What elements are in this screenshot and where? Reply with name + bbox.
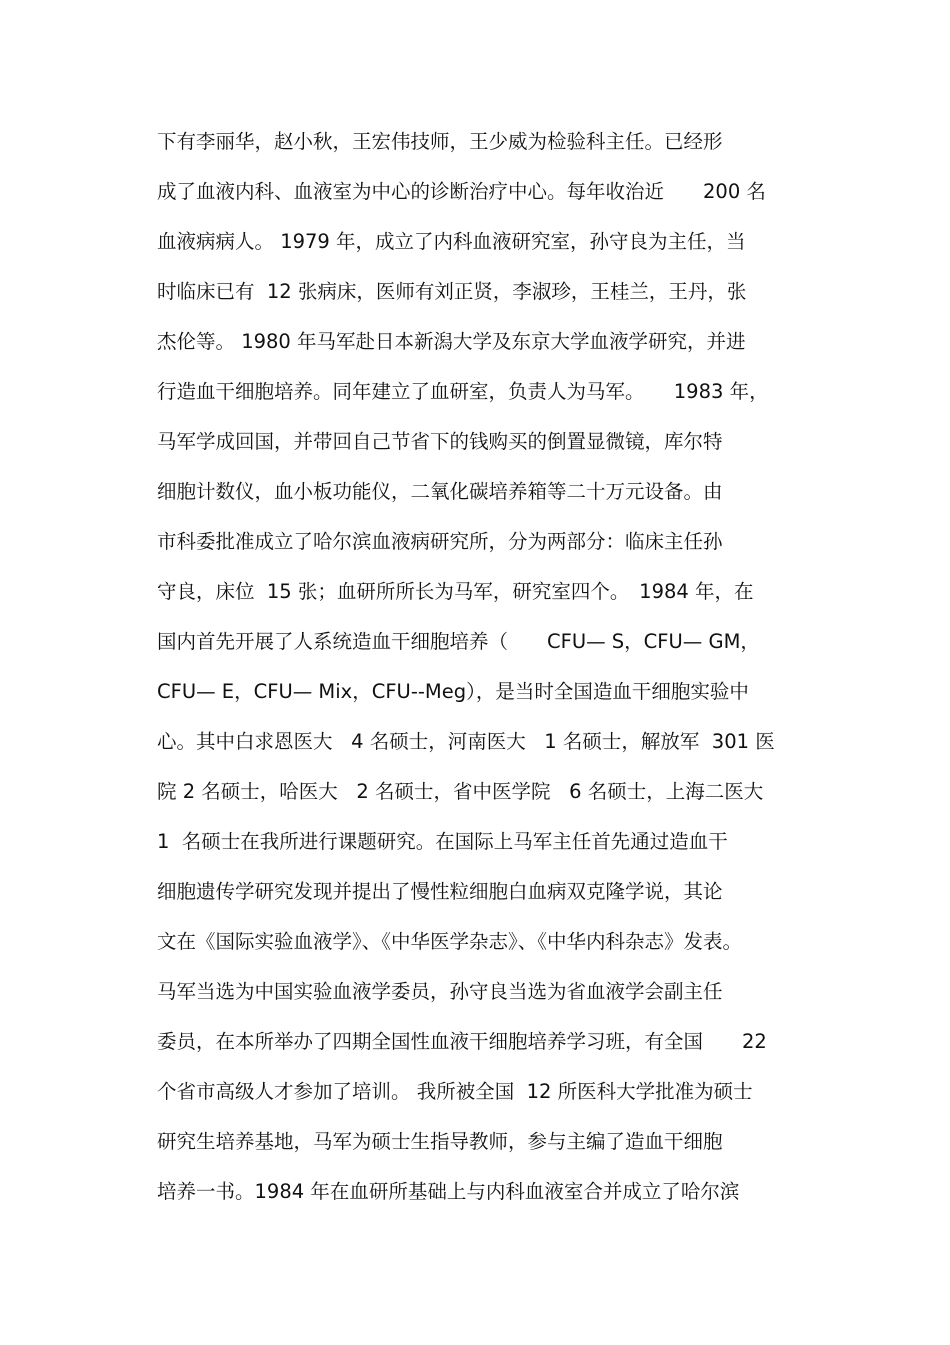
text-line: 行造血干细胞培养。同年建立了血研室，负责人为马军。 1983 年，	[157, 380, 769, 403]
text-line: 马军当选为中国实验血液学委员，孙守良当选为省血液学会副主任	[157, 980, 723, 1003]
text-line: 国内首先开展了人系统造血干细胞培养（ CFU— S，CFU— GM，	[157, 630, 760, 653]
text-line: 个省市高级人才参加了培训。 我所被全国 12 所医科大学批准为硕士	[157, 1080, 753, 1103]
text-line: 文在《国际实验血液学》、《中华医学杂志》、《中华内科杂志》发表。	[157, 930, 743, 953]
text-line: 市科委批准成立了哈尔滨血液病研究所，分为两部分：临床主任孙	[157, 530, 723, 553]
text-line: 院 2 名硕士，哈医大 2 名硕士，省中医学院 6 名硕士，上海二医大	[157, 780, 764, 803]
text-line: 血液病病人。 1979 年，成立了内科血液研究室，孙守良为主任，当	[157, 230, 746, 253]
text-line: 心。其中白求恩医大 4 名硕士，河南医大 1 名硕士，解放军 301 医	[157, 730, 775, 753]
text-line: 守良，床位 15 张；血研所所长为马军，研究室四个。 1984 年，在	[157, 580, 754, 603]
text-line: 细胞遗传学研究发现并提出了慢性粒细胞白血病双克隆学说，其论	[157, 880, 723, 903]
text-line: 下有李丽华，赵小秋，王宏伟技师，王少威为检验科主任。已经形	[157, 130, 723, 153]
text-line: 培养一书。1984 年在血研所基础上与内科血液室合并成立了哈尔滨	[157, 1180, 740, 1203]
text-line: 马军学成回国，并带回自己节省下的钱购买的倒置显微镜，库尔特	[157, 430, 723, 453]
text-line: 委员，在本所举办了四期全国性血液干细胞培养学习班，有全国 22	[157, 1030, 767, 1053]
text-line: 时临床已有 12 张病床，医师有刘正贤，李淑珍，王桂兰，王丹，张	[157, 280, 747, 303]
text-line: 研究生培养基地，马军为硕士生指导教师，参与主编了造血干细胞	[157, 1130, 723, 1153]
text-line: 细胞计数仪，血小板功能仪，二氧化碳培养箱等二十万元设备。由	[157, 480, 723, 503]
body-text	[157, 124, 817, 1224]
text-line: CFU— E，CFU— Mix，CFU--Meg），是当时全国造血干细胞实验中	[157, 680, 749, 703]
text-line: 1 名硕士在我所进行课题研究。在国际上马军主任首先通过造血干	[157, 830, 728, 853]
text-line: 杰伦等。 1980 年马军赴日本新潟大学及东京大学血液学研究，并进	[157, 330, 746, 353]
text-line: 成了血液内科、血液室为中心的诊断治疗中心。每年收治近 200 名	[157, 180, 766, 203]
